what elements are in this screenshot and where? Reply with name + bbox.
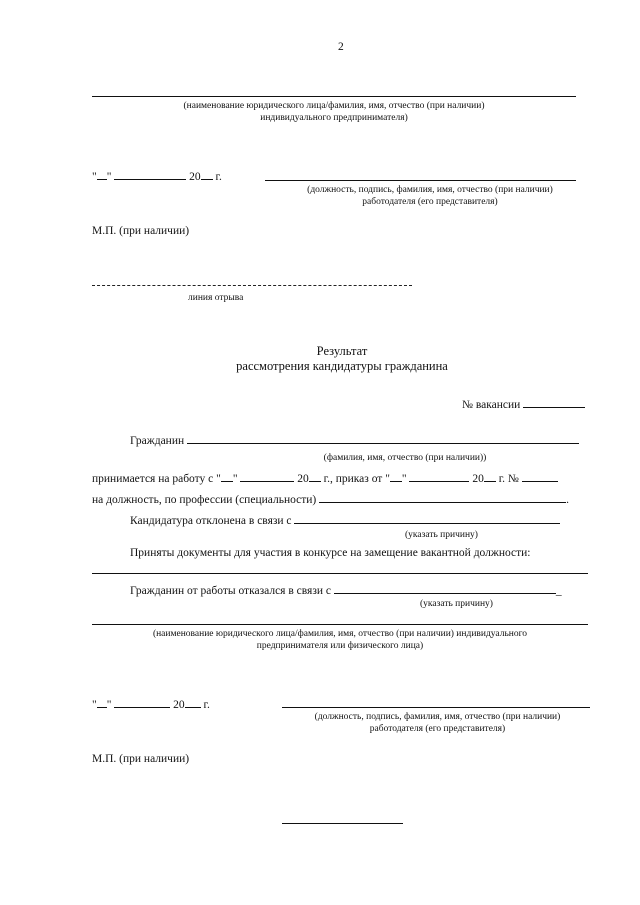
signature-caption-1: (должность, подпись, фамилия, имя, отчество (при наличии) работодателя (его представителя) [307, 185, 553, 207]
organization-caption: (наименование юридического лица/фамилия, имя, отчество (при наличии) индивидуального предпринимателя) [183, 101, 485, 123]
organization-line [92, 96, 576, 97]
tear-line [92, 285, 412, 286]
page-number: 2 [338, 41, 344, 53]
result-title: Результат рассмотрения кандидатуры гражданина [236, 344, 448, 373]
date-field-2: " " 20 г. [92, 696, 210, 712]
documents-accepted-line [92, 573, 588, 574]
hire-line: принимается на работу с " " 20 г., приказ от " " 20 г. № [92, 470, 558, 486]
seal-label-2: М.П. (при наличии) [92, 753, 190, 765]
bottom-organization-line [92, 624, 588, 625]
position-line: на должность, по профессии (специальности) . [92, 491, 569, 507]
declined-caption: (указать причину) [420, 599, 493, 609]
citizen-field: Гражданин [130, 432, 579, 448]
rejected-line: Кандидатура отклонена в связи с [130, 512, 560, 528]
footer-rule [282, 823, 403, 824]
signature-line-2 [282, 707, 590, 708]
date-field-1: " " 20 г. [92, 168, 222, 184]
bottom-organization-caption: (наименование юридического лица/фамилия, имя, отчество (при наличии) индивидуального предпринимателя или физического лица) [152, 629, 528, 651]
signature-line-1 [265, 180, 576, 181]
tear-line-label: линия отрыва [188, 293, 244, 303]
seal-label-1: М.П. (при наличии) [92, 225, 190, 237]
rejected-caption: (указать причину) [405, 530, 478, 540]
declined-line: Гражданин от работы отказался в связи с _ [130, 582, 562, 598]
signature-caption-2: (должность, подпись, фамилия, имя, отчество (при наличии) работодателя (его представителя) [314, 712, 561, 734]
documents-accepted-label: Приняты документы для участия в конкурсе на замещение вакантной должности: [130, 547, 531, 559]
vacancy-number-field: № вакансии [462, 396, 585, 412]
citizen-caption: (фамилия, имя, отчество (при наличии)) [323, 453, 487, 463]
